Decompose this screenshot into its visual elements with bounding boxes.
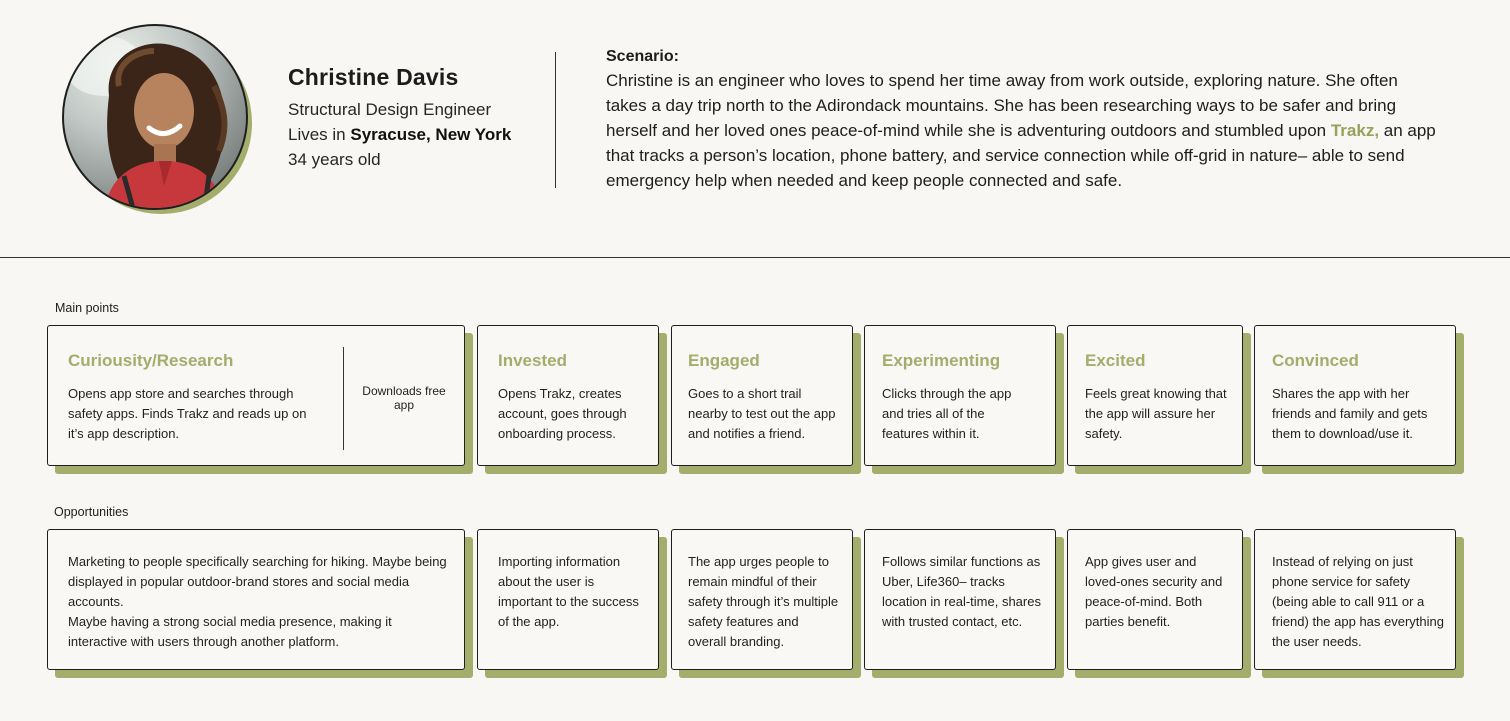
main-points-label: Main points	[55, 301, 119, 315]
card-body: Clicks through the app and tries all of the features within it.	[882, 386, 1012, 441]
card-title: Invested	[498, 351, 567, 370]
horizontal-divider	[0, 257, 1510, 258]
opportunity-card	[1254, 529, 1456, 670]
portrait-photo	[62, 24, 248, 210]
card-body: Shares the app with her friends and family and gets them to download/use it.	[1272, 386, 1428, 441]
persona-title: Structural Design Engineer	[288, 100, 492, 119]
opportunity-card	[47, 529, 465, 670]
opportunity-card	[1067, 529, 1243, 670]
card-title: Experimenting	[882, 351, 1001, 370]
brand-name: Trakz,	[1330, 121, 1380, 140]
card-body: Feels great knowing that the app will assure her safety.	[1085, 386, 1227, 441]
opportunity-card	[671, 529, 853, 670]
main-point-card	[47, 325, 465, 466]
main-point-card	[864, 325, 1056, 466]
card-side-note: Downloads free app	[362, 384, 446, 412]
scenario-text-after: an app that tracks a person’s location, phone battery, and service connection while off-grid in nature– able to send emergency help when needed and keep people connected and safe.	[606, 121, 1436, 190]
card-body: Goes to a short trail nearby to test out the app and notifies a friend.	[688, 386, 836, 441]
card-title: Curiousity/Research	[68, 351, 234, 370]
persona-name: Christine Davis	[288, 64, 459, 90]
card-body: Marketing to people specifically searching for hiking. Maybe being displayed in popular outdoor-brand stores and social media accounts. Maybe having a strong social media presence, making it interactive with users through another platform.	[68, 554, 447, 649]
card-body: Importing information about the user is important to the success of the app.	[498, 554, 639, 629]
main-point-card	[1067, 325, 1243, 466]
card-body: Opens app store and searches through safety apps. Finds Trakz and reads up on it’s app description.	[68, 386, 307, 441]
opportunity-card	[864, 529, 1056, 670]
portrait-illustration	[64, 26, 248, 210]
card-body: App gives user and loved-ones security and peace-of-mind. Both parties benefit.	[1085, 554, 1223, 629]
location-prefix: Lives in	[288, 125, 351, 144]
card-body: Opens Trakz, creates account, goes through onboarding process.	[498, 386, 627, 441]
opportunity-card	[477, 529, 659, 670]
scenario-text	[606, 68, 1436, 193]
opportunities-label: Opportunities	[54, 505, 129, 519]
card-title: Engaged	[688, 351, 760, 370]
scenario-text-before: Christine is an engineer who loves to spend her time away from work outside, exploring nature. She often takes a day trip north to the Adirondack mountains. She has been researching ways to be safer and bring herself and her loved ones peace-of-mind while she is adventuring outdoors and stumbled upon	[606, 71, 1398, 140]
avatar	[62, 24, 252, 214]
main-point-card	[1254, 325, 1456, 466]
card-body: Follows similar functions as Uber, Life360– tracks location in real-time, shares with trusted contact, etc.	[882, 554, 1041, 629]
card-title: Convinced	[1272, 351, 1359, 370]
persona-age: 34 years old	[288, 150, 381, 169]
persona-info	[288, 64, 511, 172]
main-point-card	[671, 325, 853, 466]
card-body: Instead of relying on just phone service for safety (being able to call 911 or a friend) the app has everything the user needs.	[1272, 554, 1444, 649]
card-title: Excited	[1085, 351, 1146, 370]
persona-location	[288, 122, 511, 147]
card-body: The app urges people to remain mindful of their safety through it’s multiple safety features and overall branding.	[688, 554, 839, 649]
card-separator	[343, 347, 344, 450]
scenario-title: Scenario:	[606, 48, 679, 65]
location-value: Syracuse, New York	[350, 125, 512, 144]
scenario	[606, 48, 1436, 193]
vertical-divider	[555, 52, 556, 188]
main-point-card	[477, 325, 659, 466]
